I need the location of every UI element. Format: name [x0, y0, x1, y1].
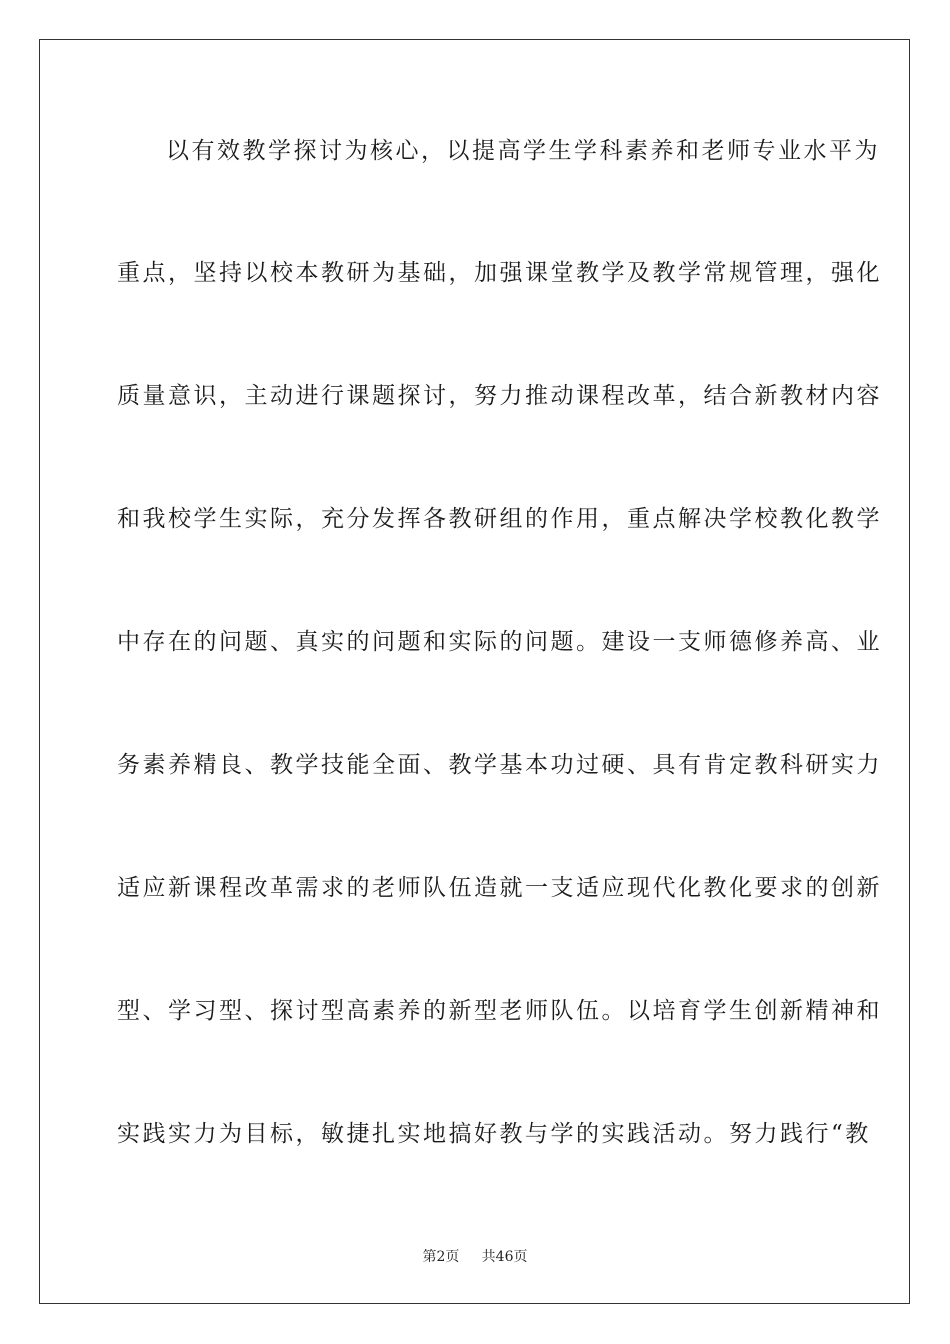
- paragraph-line: 适应新课程改革需求的老师队伍造就一支适应现代化教化要求的创新: [117, 875, 882, 901]
- total-pages: 共46页: [481, 1249, 528, 1265]
- page-footer: [0, 1247, 950, 1267]
- paragraph-line: 中存在的问题、真实的问题和实际的问题。建设一支师德修养高、业: [117, 629, 882, 655]
- page-number: 第2页: [422, 1249, 460, 1265]
- paragraph-line: 和我校学生实际，充分发挥各教研组的作用，重点解决学校教化教学: [117, 506, 882, 532]
- footer-spacer: [464, 1249, 477, 1265]
- paragraph-line: 以有效教学探讨为核心，以提高学生学科素养和老师专业水平为: [166, 138, 880, 164]
- paragraph-line: 型、学习型、探讨型高素养的新型老师队伍。以培育学生创新精神和: [117, 998, 882, 1024]
- paragraph-line: 务素养精良、教学技能全面、教学基本功过硬、具有肯定教科研实力: [117, 752, 882, 778]
- paragraph-line: 质量意识，主动进行课题探讨，努力推动课程改革，结合新教材内容: [117, 383, 882, 409]
- paragraph-line: 实践实力为目标，敏捷扎实地搞好教与学的实践活动。努力践行“教: [117, 1121, 871, 1147]
- paragraph-line: 重点，坚持以校本教研为基础，加强课堂教学及教学常规管理，强化: [117, 260, 882, 286]
- page-border: [39, 39, 910, 1304]
